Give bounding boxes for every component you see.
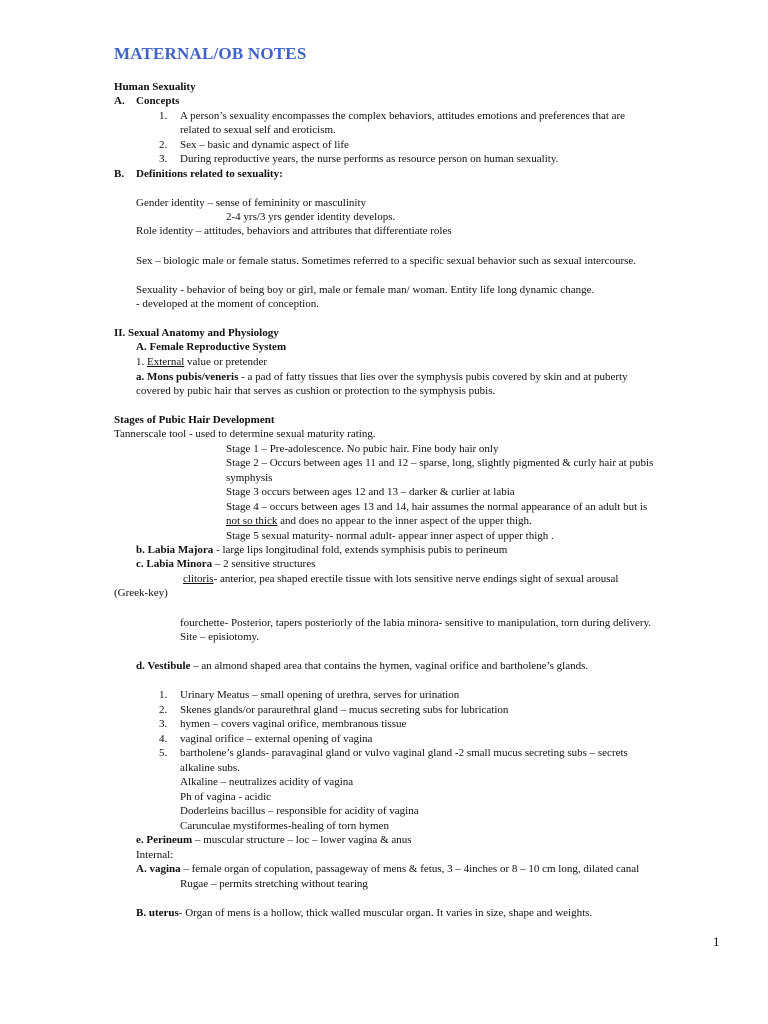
- mons-pubis-label: a. Mons pubis/veneris: [136, 371, 239, 383]
- section-heading-human-sexuality: Human Sexuality: [114, 81, 196, 93]
- definitions-heading: Definitions related to sexuality:: [136, 168, 283, 180]
- concepts-item-3-number: 3.: [159, 153, 168, 165]
- ph-note: Ph of vagina - acidic: [180, 791, 272, 803]
- concepts-item-3: During reproductive years, the nurse performs as resource person on human sexuality.: [180, 153, 559, 165]
- vestibule-item-3: hymen – covers vaginal orifice, membranous tissue: [180, 718, 407, 730]
- alkaline-note: Alkaline – neutralizes acidity of vagina: [180, 776, 354, 788]
- vestibule-item-1-number: 1.: [159, 689, 168, 701]
- concepts-letter: A.: [114, 95, 125, 107]
- page-title: MATERNAL/OB NOTES: [114, 44, 307, 63]
- episiotomy-site: Site – episiotomy.: [180, 631, 260, 643]
- doderleins-note: Doderleins bacillus – responsible for acidity of vagina: [180, 805, 419, 817]
- tannerscale-line: Tannerscale tool - used to determine sexual maturity rating.: [114, 428, 376, 440]
- concepts-item-1: A person’s sexuality encompasses the complex behaviors, attitudes emotions and preferences that are: [180, 110, 626, 122]
- vagina-label: A. vagina: [136, 863, 181, 875]
- stage-4-underlined: not so thick: [226, 515, 278, 527]
- uterus-line: [136, 907, 592, 920]
- gender-identity-age: 2-4 yrs/3 yrs gender identity develops.: [226, 211, 396, 223]
- stage-1: Stage 1 – Pre-adolescence. No pubic hair. Fine body hair only: [226, 443, 499, 455]
- clitoris-line: [183, 573, 618, 586]
- vestibule-line: [136, 660, 588, 673]
- external-word: External: [147, 356, 185, 368]
- labia-minora-line: [136, 558, 315, 571]
- vestibule-item-5-number: 5.: [159, 747, 168, 759]
- external-number: 1.: [136, 356, 145, 368]
- concepts-item-2: Sex – basic and dynamic aspect of life: [180, 139, 349, 151]
- vestibule-item-3-number: 3.: [159, 718, 168, 730]
- vestibule-item-4-number: 4.: [159, 733, 168, 745]
- perineum-label: e. Perineum: [136, 834, 193, 846]
- page-number: 1: [713, 934, 720, 949]
- mons-pubis-line: [136, 371, 628, 384]
- labia-majora-text: - large lips longitudinal fold, extends symphisis pubis to perineum: [216, 544, 508, 556]
- stage-2-continued: symphysis: [226, 472, 273, 484]
- vagina-text: – female organ of copulation, passageway of mens & fetus, 3 – 4inches or 8 – 10 cm long, dilated canal: [183, 863, 640, 875]
- external-line: [136, 356, 267, 369]
- stage-2: Stage 2 – Occurs between ages 11 and 12 – sparse, long, slightly pigmented & curly hair at pubis: [226, 457, 654, 469]
- clitoris-word: clitoris: [183, 573, 214, 585]
- vestibule-item-4: vaginal orifice – external opening of vagina: [180, 733, 373, 745]
- vestibule-text: – an almond shaped area that contains the hymen, vaginal orifice and bartholene’s glands.: [193, 660, 589, 672]
- sexuality-developed: - developed at the moment of conception.: [136, 298, 319, 310]
- uterus-label: B. uterus: [136, 907, 179, 919]
- female-system-heading: A. Female Reproductive System: [136, 341, 287, 353]
- concepts-item-2-number: 2.: [159, 139, 168, 151]
- external-rest: value or pretender: [187, 356, 268, 368]
- vestibule-item-2-number: 2.: [159, 704, 168, 716]
- labia-majora-line: [136, 544, 507, 557]
- vagina-line: [136, 863, 639, 876]
- anatomy-heading: II. Sexual Anatomy and Physiology: [114, 327, 279, 339]
- vestibule-item-1: Urinary Meatus – small opening of urethra, serves for urination: [180, 689, 460, 701]
- role-identity-definition: Role identity – attitudes, behaviors and attributes that differentiate roles: [136, 225, 452, 237]
- carunculae-note: Carunculae mystiformes-healing of torn hymen: [180, 820, 389, 832]
- sex-definition: Sex – biologic male or female status. Sometimes referred to a specific sexual behavior such as sexual intercourse.: [136, 255, 637, 267]
- labia-minora-label: c. Labia Minora: [136, 558, 213, 570]
- stage-4: Stage 4 – occurs between ages 13 and 14, hair assumes the normal appearance of an adult but is: [226, 501, 648, 513]
- rugae-note: Rugae – permits stretching without tearing: [180, 878, 368, 890]
- vestibule-label: d. Vestibule: [136, 660, 191, 672]
- definitions-letter: B.: [114, 168, 125, 180]
- concepts-item-1-number: 1.: [159, 110, 168, 122]
- gender-identity-definition: Gender identity – sense of femininity or masculinity: [136, 197, 367, 209]
- alkaline-subs: alkaline subs.: [180, 762, 240, 774]
- stage-3: Stage 3 occurs between ages 12 and 13 – darker & curlier at labia: [226, 486, 515, 498]
- stage-4-continued: [226, 515, 532, 528]
- uterus-text: - Organ of mens is a hollow, thick walled muscular organ. It varies in size, shape and weights.: [178, 907, 593, 919]
- concepts-item-1-continued: related to sexual self and eroticism.: [180, 124, 336, 136]
- labia-minora-text: – 2 sensitive structures: [214, 558, 316, 570]
- mons-pubis-text: - a pad of fatty tissues that lies over the symphysis pubis covered by skin and at puberty: [241, 371, 628, 383]
- clitoris-text: - anterior, pea shaped erectile tissue with lots sensitive nerve endings sight of sexual arousal: [213, 573, 619, 585]
- fourchette-line: fourchette- Posterior, tapers posteriorly of the labia minora- sensitive to manipulation, torn during delivery.: [180, 617, 652, 629]
- vestibule-item-5: bartholene’s glands- paravaginal gland or vulvo vaginal gland -2 small mucus secreting subs – secrets: [180, 747, 628, 759]
- vestibule-item-2: Skenes glands/or paraurethral gland – mucus secreting subs for lubrication: [180, 704, 509, 716]
- pubic-hair-heading: Stages of Pubic Hair Development: [114, 414, 275, 426]
- greek-key: (Greek-key): [114, 587, 168, 599]
- perineum-text: – muscular structure – loc – lower vagina & anus: [194, 834, 412, 846]
- stage-4-rest: and does no appear to the inner aspect of the upper thigh.: [280, 515, 532, 527]
- stage-5: Stage 5 sexual maturity- normal adult- appear inner aspect of upper thigh .: [226, 530, 554, 542]
- sexuality-definition: Sexuality - behavior of being boy or girl, male or female man/ woman. Entity life long dynamic change.: [136, 284, 595, 296]
- mons-pubis-continued: covered by pubic hair that serves as cushion or protection to the symphysis pubis.: [136, 385, 496, 397]
- perineum-line: [136, 834, 412, 847]
- internal-label: Internal:: [136, 849, 174, 861]
- concepts-heading: Concepts: [136, 95, 180, 107]
- labia-majora-label: b. Labia Majora: [136, 544, 214, 556]
